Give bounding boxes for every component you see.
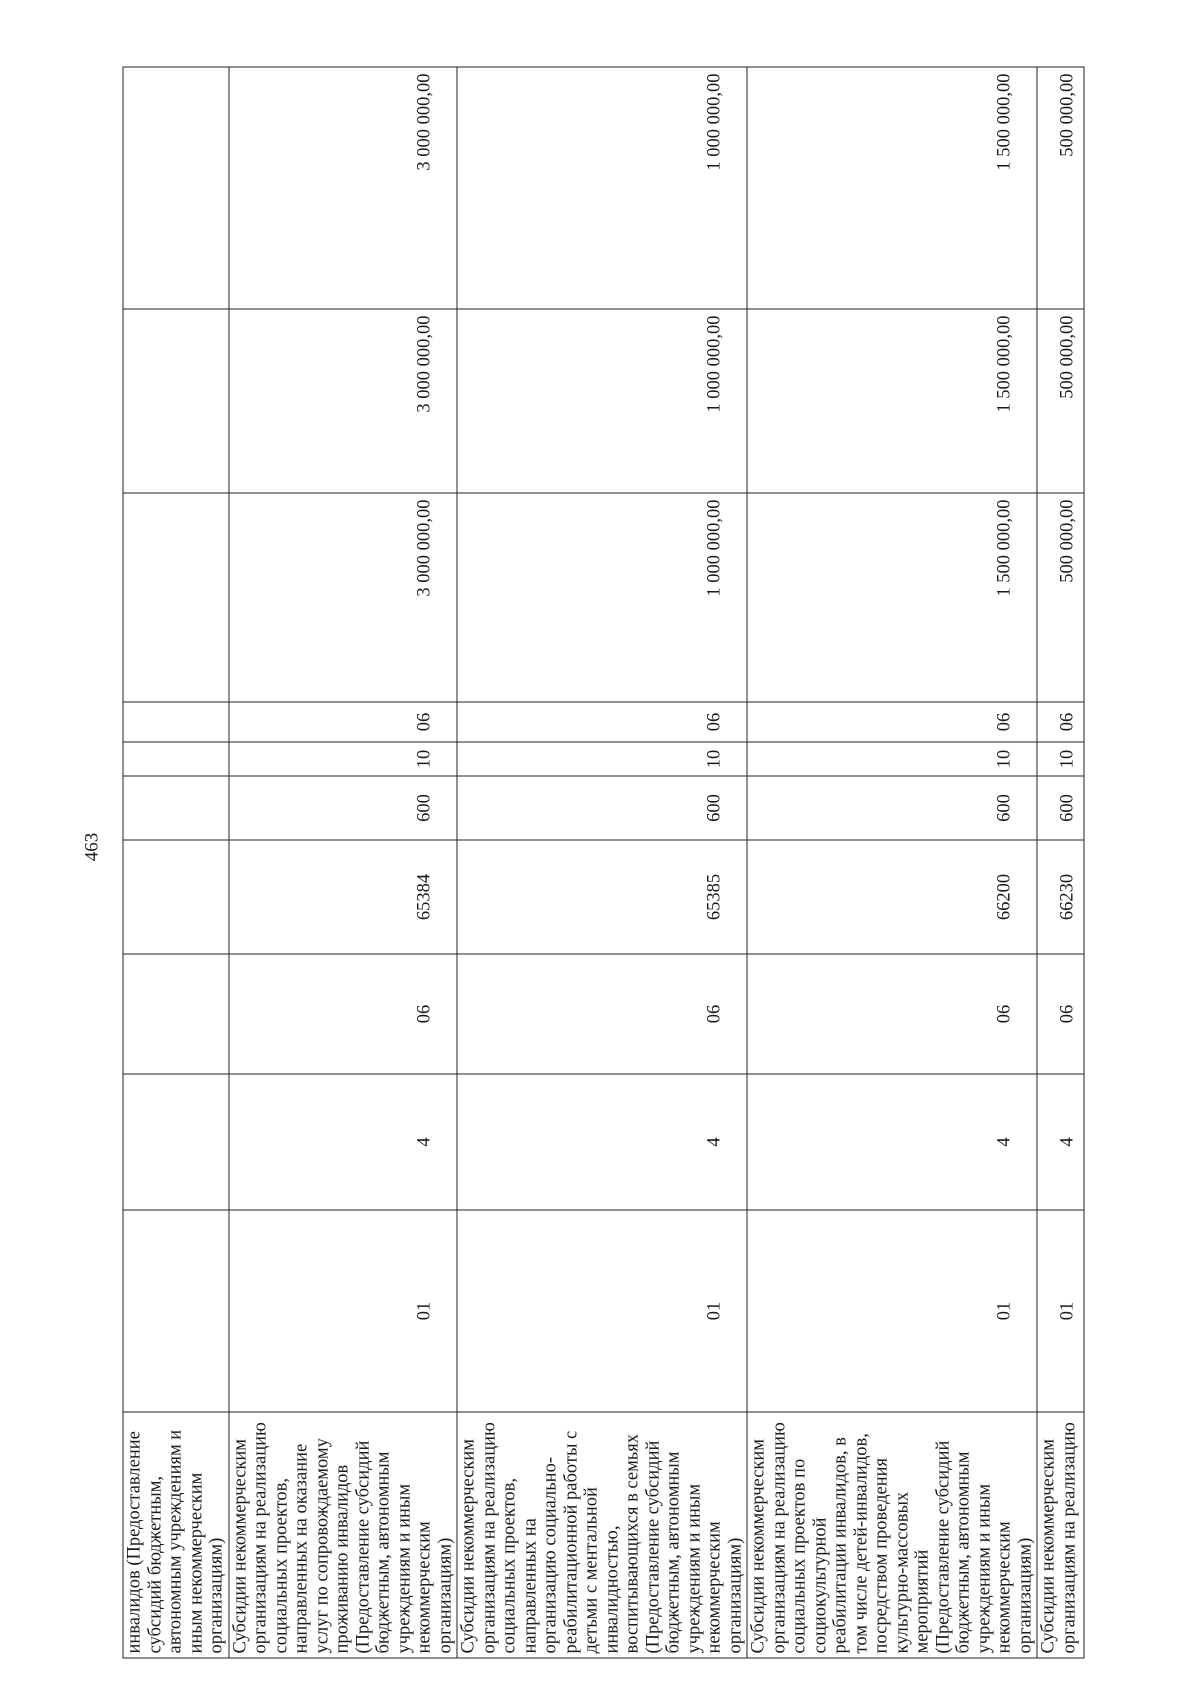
cell-c5: 600 [1037,776,1084,840]
cell-c4 [123,840,229,954]
cell-c3: 06 [229,954,458,1074]
table-row [123,67,229,1658]
cell-c6 [123,742,229,776]
cell-c6: 10 [229,742,458,776]
cell-c1 [123,1210,229,1412]
row-description: Субсидии некоммерческим организациям на реализацию социальных проектов по социокультурной реабилитации инвалидов, в том числе детей-инвалидов, посредством проведения культурно-массовых мероприятий (Предоставление субсидий бюджетным, автономным учреждениям и иным некоммерческим организациям) [747,1412,1037,1658]
cell-c1: 01 [747,1210,1037,1412]
cell-amount-2: 1 000 000,00 [457,309,747,493]
row-description: Субсидии некоммерческим организациям на реализацию [1037,1412,1084,1658]
cell-c2 [123,1074,229,1210]
cell-c5: 600 [457,776,747,840]
cell-c2: 4 [457,1074,747,1210]
cell-amount-2: 1 500 000,00 [747,309,1037,493]
cell-amount-2: 500 000,00 [1037,309,1084,493]
cell-amount-3 [123,67,229,309]
cell-c6: 10 [457,742,747,776]
table-row [457,67,747,1658]
cell-c7: 06 [1037,702,1084,742]
cell-c5 [123,776,229,840]
cell-c7: 06 [747,702,1037,742]
cell-c4: 66200 [747,840,1037,954]
cell-c4: 65384 [229,840,458,954]
cell-amount-3: 1 000 000,00 [457,67,747,309]
cell-amount-2: 3 000 000,00 [229,309,458,493]
cell-c4: 66230 [1037,840,1084,954]
cell-amount-1: 500 000,00 [1037,493,1084,702]
cell-c5: 600 [747,776,1037,840]
cell-c7: 06 [457,702,747,742]
cell-amount-3: 1 500 000,00 [747,67,1037,309]
row-description: Субсидии некоммерческим организациям на реализацию социальных проектов, направленных на оказание услуг по сопровождаемому проживанию инвалидов (Предоставление субсидий бюджетным, автономным учреждениям и иным некоммерческим организациям) [229,1412,458,1658]
cell-amount-1: 3 000 000,00 [229,493,458,702]
cell-c2: 4 [747,1074,1037,1210]
budget-table [123,67,1085,1659]
table-row [747,67,1037,1658]
row-description: инвалидов (Предоставление субсидий бюджетным, автономным учреждениям и иным некоммерческим организациям) [123,1412,229,1658]
cell-c3: 06 [457,954,747,1074]
cell-c1: 01 [229,1210,458,1412]
cell-c1: 01 [457,1210,747,1412]
cell-amount-1: 1 000 000,00 [457,493,747,702]
cell-c7 [123,702,229,742]
cell-amount-1: 1 500 000,00 [747,493,1037,702]
budget-table-container [123,68,1085,1659]
cell-c3: 06 [747,954,1037,1074]
page-number: 463 [81,832,103,862]
cell-c3: 06 [1037,954,1084,1074]
cell-amount-3: 500 000,00 [1037,67,1084,309]
cell-c6: 10 [747,742,1037,776]
table-row [1037,67,1084,1658]
table-row [229,67,458,1658]
cell-c3 [123,954,229,1074]
cell-c5: 600 [229,776,458,840]
cell-c1: 01 [1037,1210,1084,1412]
cell-c7: 06 [229,702,458,742]
cell-c2: 4 [1037,1074,1084,1210]
cell-amount-1 [123,493,229,702]
cell-c2: 4 [229,1074,458,1210]
cell-amount-2 [123,309,229,493]
cell-c4: 65385 [457,840,747,954]
cell-c6: 10 [1037,742,1084,776]
cell-amount-3: 3 000 000,00 [229,67,458,309]
row-description: Субсидии некоммерческим организациям на реализацию социальных проектов, направленных на организацию социально-реабилитационной работы с детьми с ментальной инвалидностью, воспитывающихся в семьях (Предоставление субсидий бюджетным, автономным учреждениям и иным некоммерческим организациям) [457,1412,747,1658]
